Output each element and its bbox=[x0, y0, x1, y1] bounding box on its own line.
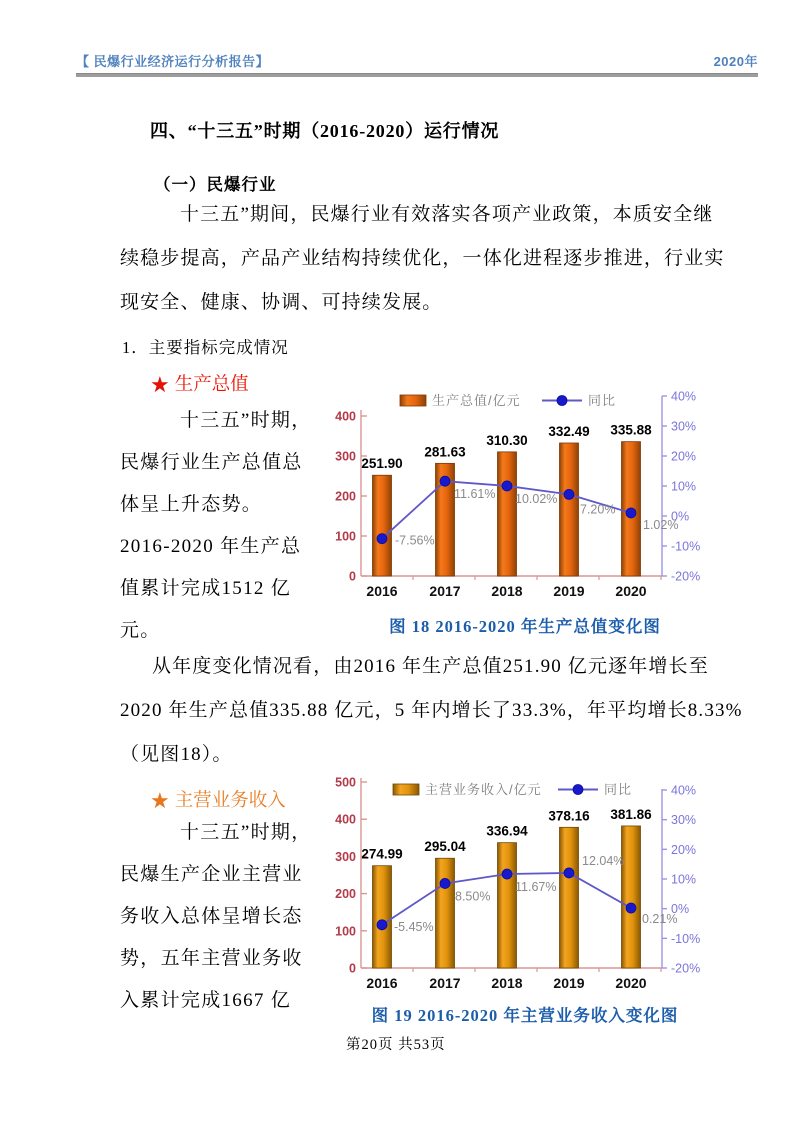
star-icon: ★ bbox=[150, 372, 170, 397]
legend-line-label: 同比 bbox=[604, 782, 633, 797]
bar-value-label: 335.88 bbox=[610, 422, 652, 438]
x-category-label: 2017 bbox=[429, 975, 461, 991]
bar-value-label: 378.16 bbox=[548, 808, 590, 824]
paragraph-line: 2020 年生产总值335.88 亿元，5 年内增长了33.3%，年平均增长8.33% bbox=[120, 700, 743, 721]
paragraph-line: 从年度变化情况看，由2016 年生产总值251.90 亿元逐年增长至 bbox=[152, 656, 709, 677]
legend-line-marker bbox=[573, 785, 583, 795]
legend-bar-swatch bbox=[393, 784, 419, 795]
legend-bar-label: 生产总值/亿元 bbox=[432, 393, 521, 408]
bar-value-label: 310.30 bbox=[486, 432, 528, 448]
page-number: 第20页 共53页 bbox=[346, 1037, 446, 1053]
left-axis-label: 100 bbox=[335, 529, 356, 544]
x-category-label: 2019 bbox=[553, 975, 585, 991]
page-header bbox=[76, 51, 758, 70]
x-category-label: 2016 bbox=[366, 583, 398, 599]
bar-2017 bbox=[436, 858, 455, 968]
left-axis-label: 100 bbox=[335, 924, 356, 939]
x-category-label: 2018 bbox=[491, 583, 523, 599]
right-axis-label: 10% bbox=[671, 479, 697, 494]
line-marker-2020 bbox=[626, 903, 636, 913]
legend-bar-label: 主营业务收入/亿元 bbox=[425, 782, 542, 797]
left-axis-label: 300 bbox=[335, 849, 356, 864]
bar-value-label: 281.63 bbox=[424, 444, 466, 460]
x-category-label: 2016 bbox=[366, 975, 398, 991]
left-axis-label: 300 bbox=[335, 449, 356, 464]
x-category-label: 2020 bbox=[615, 975, 647, 991]
paragraph-line: 续稳步提高，产品产业结构持续优化，一体化进程逐步推进，行业实 bbox=[120, 248, 725, 269]
line-value-label: 7.20% bbox=[580, 502, 616, 517]
bar-value-label: 381.86 bbox=[610, 806, 652, 822]
right-axis-label: -10% bbox=[671, 539, 701, 554]
left-axis-label: 400 bbox=[335, 409, 356, 424]
side-text-line: 体呈上升态势。 bbox=[120, 494, 263, 515]
bar-2020 bbox=[622, 826, 641, 968]
paragraph-line: 十三五”期间，民爆行业有效落实各项产业政策，本质安全继 bbox=[180, 204, 714, 225]
line-marker-2017 bbox=[440, 878, 450, 888]
figure-caption-19: 图 19 2016-2020 年主营业务收入变化图 bbox=[371, 1006, 679, 1025]
line-value-label: -7.56% bbox=[395, 533, 435, 548]
side-text-line: 民爆行业生产总值总 bbox=[120, 452, 303, 473]
side-text-line: 势，五年主营业务收 bbox=[120, 948, 303, 969]
side-text-line: 民爆生产企业主营业 bbox=[120, 864, 303, 885]
side-text-line: 十三五”时期， bbox=[180, 822, 312, 843]
bar-value-label: 274.99 bbox=[361, 846, 403, 862]
right-axis-label: 40% bbox=[671, 389, 697, 404]
line-marker-2019 bbox=[564, 868, 574, 878]
line-value-label: 8.50% bbox=[455, 889, 491, 904]
line-marker-2018 bbox=[502, 869, 512, 879]
side-text-line: 十三五”时期， bbox=[180, 410, 312, 431]
line-marker-2018 bbox=[502, 481, 512, 491]
line-value-label: 11.67% bbox=[515, 880, 557, 895]
side-text-line: 入累计完成1667 亿 bbox=[120, 990, 292, 1011]
legend-line-marker bbox=[557, 396, 567, 406]
bar-2019 bbox=[560, 443, 579, 576]
right-axis-label: 20% bbox=[671, 449, 697, 464]
right-axis-label: -10% bbox=[671, 931, 701, 946]
right-axis-label: 20% bbox=[671, 842, 697, 857]
line-value-label: 1.02% bbox=[643, 517, 679, 532]
line-marker-2016 bbox=[377, 534, 387, 544]
left-axis-label: 500 bbox=[335, 775, 356, 790]
right-axis-label: 30% bbox=[671, 813, 697, 828]
left-axis-label: 200 bbox=[335, 489, 356, 504]
star-icon: ★ bbox=[150, 788, 170, 813]
paragraph-line: 现安全、健康、协调、可持续发展。 bbox=[120, 292, 443, 313]
side-text-revenue bbox=[120, 812, 335, 1022]
x-category-label: 2019 bbox=[553, 583, 585, 599]
figure-caption-18: 图 18 2016-2020 年生产总值变化图 bbox=[389, 617, 661, 636]
bar-2018 bbox=[498, 843, 517, 968]
bar-value-label: 251.90 bbox=[361, 456, 403, 472]
line-value-label: 12.04% bbox=[582, 853, 625, 868]
left-axis-label: 400 bbox=[335, 812, 356, 827]
line-marker-2020 bbox=[626, 508, 636, 518]
left-axis-label: 200 bbox=[335, 887, 356, 902]
line-value-label: -5.45% bbox=[394, 919, 434, 934]
subsection-heading: （一）民爆行业 bbox=[154, 175, 277, 194]
side-text-line: 2016-2020 年生产总 bbox=[120, 536, 302, 557]
line-value-label: 11.61% bbox=[454, 487, 496, 502]
side-text-line: 值累计完成1512 亿 bbox=[120, 578, 292, 599]
right-axis-label: 0% bbox=[671, 902, 690, 917]
section-title-main-revenue bbox=[150, 786, 286, 814]
x-category-label: 2018 bbox=[491, 975, 523, 991]
header-report-title: 【 民爆行业经济运行分析报告】 bbox=[76, 54, 270, 69]
right-axis-label: 0% bbox=[671, 509, 690, 524]
section-label: 生产总值 bbox=[174, 375, 249, 395]
header-rule bbox=[76, 73, 758, 77]
section-label: 主营业务收入 bbox=[174, 791, 286, 811]
side-text-line: 元。 bbox=[120, 620, 161, 641]
line-value-label: 10.02% bbox=[515, 491, 558, 506]
line-value-label: 0.21% bbox=[642, 912, 678, 927]
chart-production-value bbox=[330, 386, 750, 621]
bar-2019 bbox=[560, 827, 579, 968]
right-axis-label: -20% bbox=[671, 569, 701, 584]
chart-main-revenue bbox=[330, 775, 750, 1015]
bar-value-label: 336.94 bbox=[486, 823, 528, 839]
side-text-production bbox=[120, 400, 335, 652]
header-year: 2020年 bbox=[713, 54, 758, 69]
bar-2016 bbox=[373, 475, 392, 576]
side-text-line: 务收入总体呈增长态 bbox=[120, 906, 303, 927]
bar-2016 bbox=[373, 866, 392, 968]
legend-bar-swatch bbox=[400, 395, 426, 406]
x-category-label: 2020 bbox=[615, 583, 647, 599]
paragraph-analysis bbox=[120, 645, 780, 777]
bar-value-label: 295.04 bbox=[424, 839, 466, 855]
legend-line-label: 同比 bbox=[588, 393, 617, 408]
section-heading: 四、“十三五”时期（2016-2020）运行情况 bbox=[150, 121, 500, 141]
right-axis-label: 40% bbox=[671, 783, 697, 798]
left-axis-label: 0 bbox=[349, 961, 356, 976]
right-axis-label: -20% bbox=[671, 961, 701, 976]
bar-value-label: 332.49 bbox=[548, 424, 590, 440]
left-axis-label: 0 bbox=[349, 569, 356, 584]
paragraph-intro bbox=[120, 193, 760, 325]
paragraph-line: （见图18）。 bbox=[120, 744, 233, 765]
right-axis-label: 30% bbox=[671, 419, 697, 434]
line-marker-2017 bbox=[440, 476, 450, 486]
x-category-label: 2017 bbox=[429, 583, 461, 599]
bar-2018 bbox=[498, 452, 517, 576]
right-axis-label: 10% bbox=[671, 872, 697, 887]
line-marker-2016 bbox=[377, 920, 387, 930]
section-title-production-value bbox=[150, 370, 249, 398]
numbered-heading: 1．主要指标完成情况 bbox=[122, 338, 289, 357]
line-marker-2019 bbox=[564, 489, 574, 499]
